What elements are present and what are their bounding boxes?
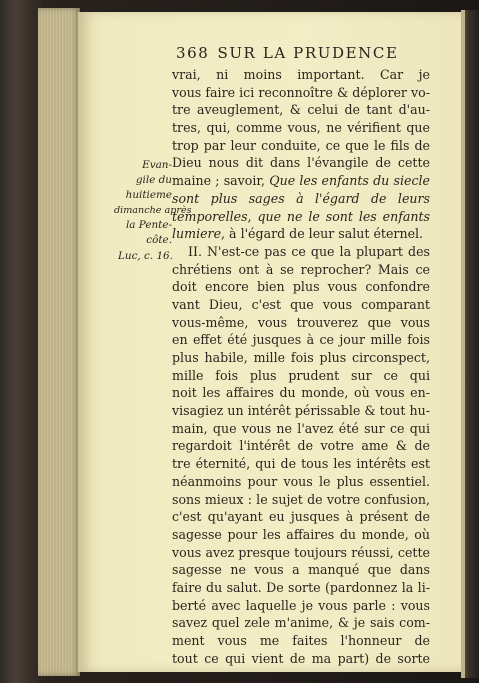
text-line: savez quel zele m'anime, & je sais com- <box>172 615 430 631</box>
text-segment: , à l'égard de leur salut éternel. <box>221 226 424 242</box>
margin-note-line: côte. <box>146 234 172 246</box>
italic-segment: que ne le sont les enfants <box>257 208 430 224</box>
margin-note-line: gile du <box>135 174 172 186</box>
text-line-mixed <box>172 172 430 190</box>
text-line: vous avez presque toujours réussi, cette <box>172 544 430 560</box>
text-line: sagesse ne vous a manqué que dans <box>172 562 430 578</box>
text-line: vant Dieu, c'est que vous comparant <box>172 296 430 312</box>
text-line: chrétiens ont à se reprocher? Mais ce <box>172 261 430 277</box>
text-line: tout ce qui vient de ma part) de sorte <box>172 650 430 666</box>
right-page-edge <box>461 10 479 678</box>
italic-segment: temporelles <box>172 208 248 224</box>
text-line: sagesse pour les affaires du monde, où <box>172 526 430 542</box>
text-line: main, que vous ne l'avez été sur ce qui <box>172 420 430 436</box>
text-segment: maine ; savoir, <box>172 173 270 189</box>
text-line: II. N'est-ce pas ce que la plupart des <box>188 243 430 259</box>
text-line: faire du salut. De sorte (pardonnez la li- <box>172 579 430 595</box>
margin-reference: Luc, c. 16. <box>118 250 173 262</box>
margin-note-line: Evan- <box>142 159 172 171</box>
body-text <box>172 66 430 667</box>
text-line: vous faire ici reconnoître & déplorer vo- <box>172 84 430 100</box>
margin-note-line: la Pente- <box>125 219 172 231</box>
text-line: Dieu nous dit dans l'évangile de cette <box>172 155 430 171</box>
page-edges <box>38 8 80 676</box>
text-line: noit les affaires du monde, où vous en- <box>172 385 430 401</box>
text-line: plus habile, mille fois plus circonspect, <box>172 350 430 365</box>
text-line: tre aveuglement, & celui de tant d'au- <box>172 102 430 118</box>
italic-line: sont plus sages à l'égard de leurs <box>172 190 430 206</box>
italic-segment: lumiere <box>172 226 222 242</box>
text-line: ment vous me faites l'honneur de <box>172 633 430 648</box>
text-line: néanmoins pour vous le plus essentiel. <box>172 473 430 489</box>
text-line: doit encore bien plus vous confondre <box>172 279 430 295</box>
text-line: regardoit l'intérêt de votre ame & de <box>172 438 430 454</box>
italic-segment: Que les enfants du siecle <box>269 173 430 189</box>
text-line: vrai, ni moins important. Car je <box>172 67 430 82</box>
margin-note <box>114 158 192 248</box>
text-line: tres, qui, comme vous, ne vérifient que <box>172 120 430 136</box>
text-line: sons mieux : le sujet de votre confusion, <box>172 491 430 507</box>
text-line: c'est qu'ayant eu jusques à présent de <box>172 509 430 525</box>
page-header <box>176 44 399 64</box>
text-line-mixed <box>172 225 430 243</box>
text-line: visagiez un intérêt périssable & tout hu- <box>172 403 430 419</box>
margin-note-line: dimanche après <box>114 205 192 216</box>
text-line: mille fois plus prudent sur ce qui <box>172 367 430 383</box>
page-number: 368 <box>176 44 210 62</box>
text-segment: , <box>247 208 258 224</box>
text-line: trop par leur conduite, ce que le fils de <box>172 137 430 153</box>
text-line: vous-même, vous trouverez que vous <box>172 314 430 330</box>
running-title: SUR LA PRUDENCE <box>217 44 399 62</box>
text-line-mixed <box>172 208 430 226</box>
text-line: tre éternité, qui de tous les intérêts est <box>172 456 430 472</box>
margin-note-line: huitieme <box>125 189 172 201</box>
text-line: en effet été jusques à ce jour mille fois <box>172 332 430 348</box>
text-line: berté avec laquelle je vous parle : vous <box>172 597 430 613</box>
